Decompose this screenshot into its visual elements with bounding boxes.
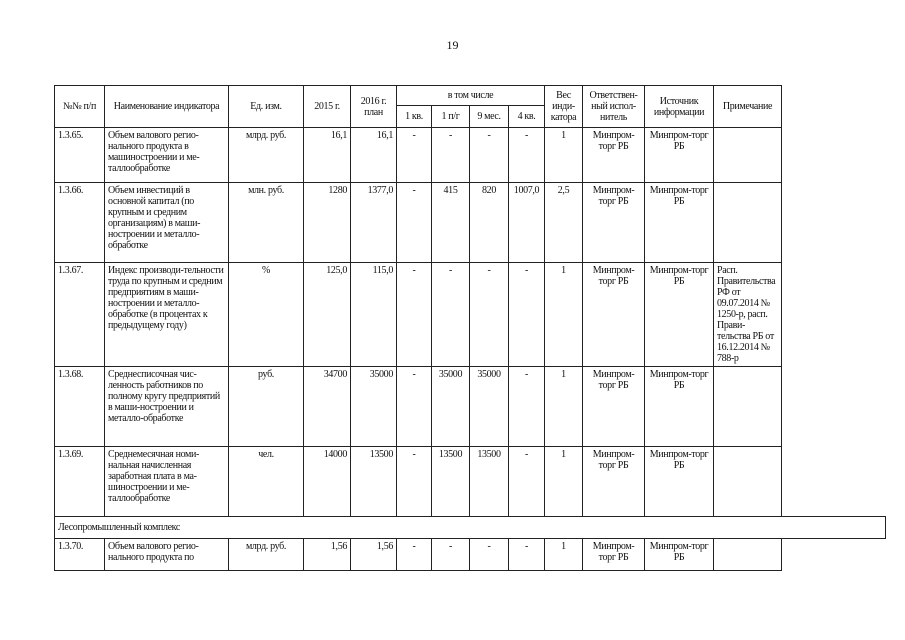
- cell-responsible: Минпром-торг РБ: [583, 447, 645, 517]
- header-including: в том числе: [397, 86, 545, 106]
- cell-source: Минпром-торг РБ: [645, 263, 714, 367]
- cell-responsible: Минпром-торг РБ: [583, 539, 645, 571]
- cell-name: Среднемесячная номи-нальная начисленная заработная плата в ма-шиностроении и ме-таллообработке: [105, 447, 229, 517]
- cell-source: Минпром-торг РБ: [645, 539, 714, 571]
- cell-2015: 1,56: [304, 539, 351, 571]
- header-responsible: Ответствен-ный испол-нитель: [583, 86, 645, 128]
- cell-responsible: Минпром-торг РБ: [583, 128, 645, 183]
- table-row: [55, 183, 886, 263]
- table-row: [55, 263, 886, 367]
- cell-source: Минпром-торг РБ: [645, 367, 714, 447]
- cell-num: 1.3.68.: [55, 367, 105, 447]
- cell-2015: 1280: [304, 183, 351, 263]
- cell-2015: 34700: [304, 367, 351, 447]
- header-note: Примечание: [714, 86, 782, 128]
- cell-9m: 13500: [470, 447, 509, 517]
- cell-q4: -: [509, 263, 545, 367]
- cell-2016: 115,0: [351, 263, 397, 367]
- cell-weight: 2,5: [545, 183, 583, 263]
- cell-note: [714, 367, 782, 447]
- cell-q4: -: [509, 367, 545, 447]
- cell-h1: 35000: [432, 367, 470, 447]
- cell-num: 1.3.66.: [55, 183, 105, 263]
- cell-unit: %: [229, 263, 304, 367]
- cell-q4: 1007,0: [509, 183, 545, 263]
- cell-note: [714, 539, 782, 571]
- cell-num: 1.3.70.: [55, 539, 105, 571]
- cell-name: Среднесписочная чис-ленность работников по полному кругу предприятий в маши-ностроении и металло-обработке: [105, 367, 229, 447]
- header-2015: 2015 г.: [304, 86, 351, 128]
- cell-source: Минпром-торг РБ: [645, 128, 714, 183]
- cell-9m: -: [470, 539, 509, 571]
- cell-weight: 1: [545, 539, 583, 571]
- cell-source: Минпром-торг РБ: [645, 447, 714, 517]
- cell-name: Объем инвестиций в основной капитал (по крупным и средним организациям) в маши-ностроении и металло-обработке: [105, 183, 229, 263]
- cell-unit: руб.: [229, 367, 304, 447]
- cell-q4: -: [509, 128, 545, 183]
- cell-note: [714, 128, 782, 183]
- cell-q4: -: [509, 447, 545, 517]
- cell-q1: -: [397, 263, 432, 367]
- header-weight: Вес инди-катора: [545, 86, 583, 128]
- cell-2016: 16,1: [351, 128, 397, 183]
- cell-h1: -: [432, 263, 470, 367]
- header-2016: 2016 г. план: [351, 86, 397, 128]
- cell-num: 1.3.65.: [55, 128, 105, 183]
- cell-2016: 35000: [351, 367, 397, 447]
- cell-source: Минпром-торг РБ: [645, 183, 714, 263]
- cell-num: 1.3.69.: [55, 447, 105, 517]
- cell-name: Объем валового регио-нального продукта в машиностроении и ме-таллообработке: [105, 128, 229, 183]
- cell-q1: -: [397, 183, 432, 263]
- cell-unit: млрд. руб.: [229, 128, 304, 183]
- cell-weight: 1: [545, 447, 583, 517]
- cell-9m: 820: [470, 183, 509, 263]
- cell-responsible: Минпром-торг РБ: [583, 183, 645, 263]
- cell-responsible: Минпром-торг РБ: [583, 263, 645, 367]
- cell-h1: 13500: [432, 447, 470, 517]
- section-heading: Лесопромышленный комплекс: [55, 517, 886, 539]
- cell-weight: 1: [545, 367, 583, 447]
- cell-num: 1.3.67.: [55, 263, 105, 367]
- cell-2015: 125,0: [304, 263, 351, 367]
- cell-2015: 14000: [304, 447, 351, 517]
- cell-9m: -: [470, 263, 509, 367]
- header-name: Наименование индикатора: [105, 86, 229, 128]
- cell-note: [714, 447, 782, 517]
- cell-2016: 1,56: [351, 539, 397, 571]
- cell-responsible: Минпром-торг РБ: [583, 367, 645, 447]
- cell-q1: -: [397, 447, 432, 517]
- cell-unit: млрд. руб.: [229, 539, 304, 571]
- cell-unit: млн. руб.: [229, 183, 304, 263]
- table-row: [55, 128, 886, 183]
- cell-q1: -: [397, 367, 432, 447]
- cell-2015: 16,1: [304, 128, 351, 183]
- table-row: [55, 539, 886, 571]
- cell-name: Объем валового регио-нального продукта по: [105, 539, 229, 571]
- header-source: Источник информации: [645, 86, 714, 128]
- indicators-table: [54, 85, 886, 571]
- header-q1: 1 кв.: [397, 106, 432, 128]
- page-number: 19: [446, 38, 459, 52]
- cell-9m: 35000: [470, 367, 509, 447]
- cell-9m: -: [470, 128, 509, 183]
- table-row: [55, 447, 886, 517]
- cell-2016: 1377,0: [351, 183, 397, 263]
- cell-note: [714, 183, 782, 263]
- header-h1: 1 п/г: [432, 106, 470, 128]
- header-9m: 9 мес.: [470, 106, 509, 128]
- header-num: №№ п/п: [55, 86, 105, 128]
- cell-h1: 415: [432, 183, 470, 263]
- cell-h1: -: [432, 128, 470, 183]
- cell-2016: 13500: [351, 447, 397, 517]
- header-q4: 4 кв.: [509, 106, 545, 128]
- cell-h1: -: [432, 539, 470, 571]
- cell-weight: 1: [545, 128, 583, 183]
- cell-q4: -: [509, 539, 545, 571]
- cell-note: Расп. Правительства РФ от 09.07.2014 № 1250-р, расп. Прави-тельства РБ от 16.12.2014 № 788-р: [714, 263, 782, 367]
- header-unit: Ед. изм.: [229, 86, 304, 128]
- section-row: [55, 517, 886, 539]
- cell-q1: -: [397, 539, 432, 571]
- table-row: [55, 367, 886, 447]
- cell-unit: чел.: [229, 447, 304, 517]
- cell-q1: -: [397, 128, 432, 183]
- cell-name: Индекс производи-тельности труда по крупным и средним предприятиям в маши-ностроении и металло-обработке (в процентах к предыдущему году): [105, 263, 229, 367]
- cell-weight: 1: [545, 263, 583, 367]
